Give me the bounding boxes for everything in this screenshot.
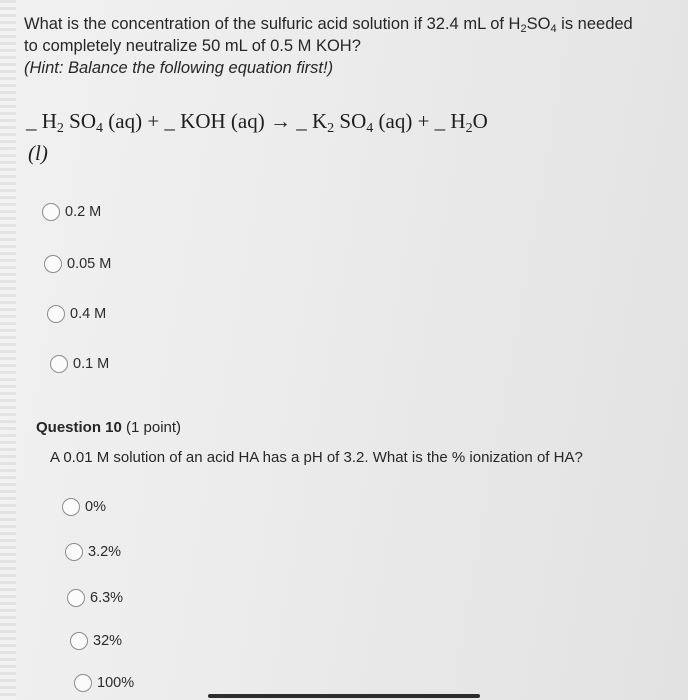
option-label: 100% <box>97 675 135 691</box>
radio-button[interactable] <box>62 498 80 516</box>
radio-button[interactable] <box>74 674 92 692</box>
option-label: 32% <box>93 633 123 649</box>
question-9-prompt <box>24 13 684 79</box>
chemical-equation: _ $H_2$ $SO_4$ (aq) + _ KOH (aq) → _ $K_2$ $SO_4$ (aq) + _ $H_2O$ <box>26 109 488 136</box>
equation-state-liquid: (l) <box>28 141 48 165</box>
option-label: 0.4 M <box>70 306 107 322</box>
q9-option-4[interactable] <box>50 355 109 373</box>
q9-option-2[interactable] <box>44 255 111 273</box>
option-label: 0.05 M <box>67 256 112 272</box>
q10-option-4[interactable] <box>70 632 122 650</box>
radio-button[interactable] <box>70 632 88 650</box>
radio-button[interactable] <box>50 355 68 373</box>
option-label: 6.3% <box>90 590 124 606</box>
q10-option-2[interactable] <box>65 543 121 561</box>
radio-button[interactable] <box>44 255 62 273</box>
option-label: 0.1 M <box>73 356 110 372</box>
q10-option-1[interactable] <box>62 498 106 516</box>
radio-button[interactable] <box>42 203 60 221</box>
radio-button[interactable] <box>65 543 83 561</box>
option-label: 0.2 M <box>65 204 102 220</box>
q10-option-5[interactable] <box>74 674 134 692</box>
q9-option-3[interactable] <box>47 305 106 323</box>
radio-button[interactable] <box>67 589 85 607</box>
question-10-heading: Question 10 (1 point) <box>36 419 182 436</box>
home-indicator-bar[interactable] <box>208 694 480 698</box>
option-label: 0% <box>85 499 106 515</box>
q9-option-1[interactable] <box>42 203 101 221</box>
left-edge-texture <box>0 0 16 700</box>
q10-option-3[interactable] <box>67 589 123 607</box>
question-9-hint: (Hint: Balance the following equation first!) <box>24 59 334 77</box>
option-label: 3.2% <box>88 544 122 560</box>
question-9-line-2: to completely neutralize 50 mL of 0.5 M KOH? <box>24 37 361 55</box>
radio-button[interactable] <box>47 305 65 323</box>
question-9-line-1: What is the concentration of the sulfuric acid solution if 32.4 mL of $H_2SO_4$ is needed <box>24 15 633 35</box>
question-10-prompt: A 0.01 M solution of an acid HA has a pH of 3.2. What is the % ionization of HA? <box>50 449 583 466</box>
